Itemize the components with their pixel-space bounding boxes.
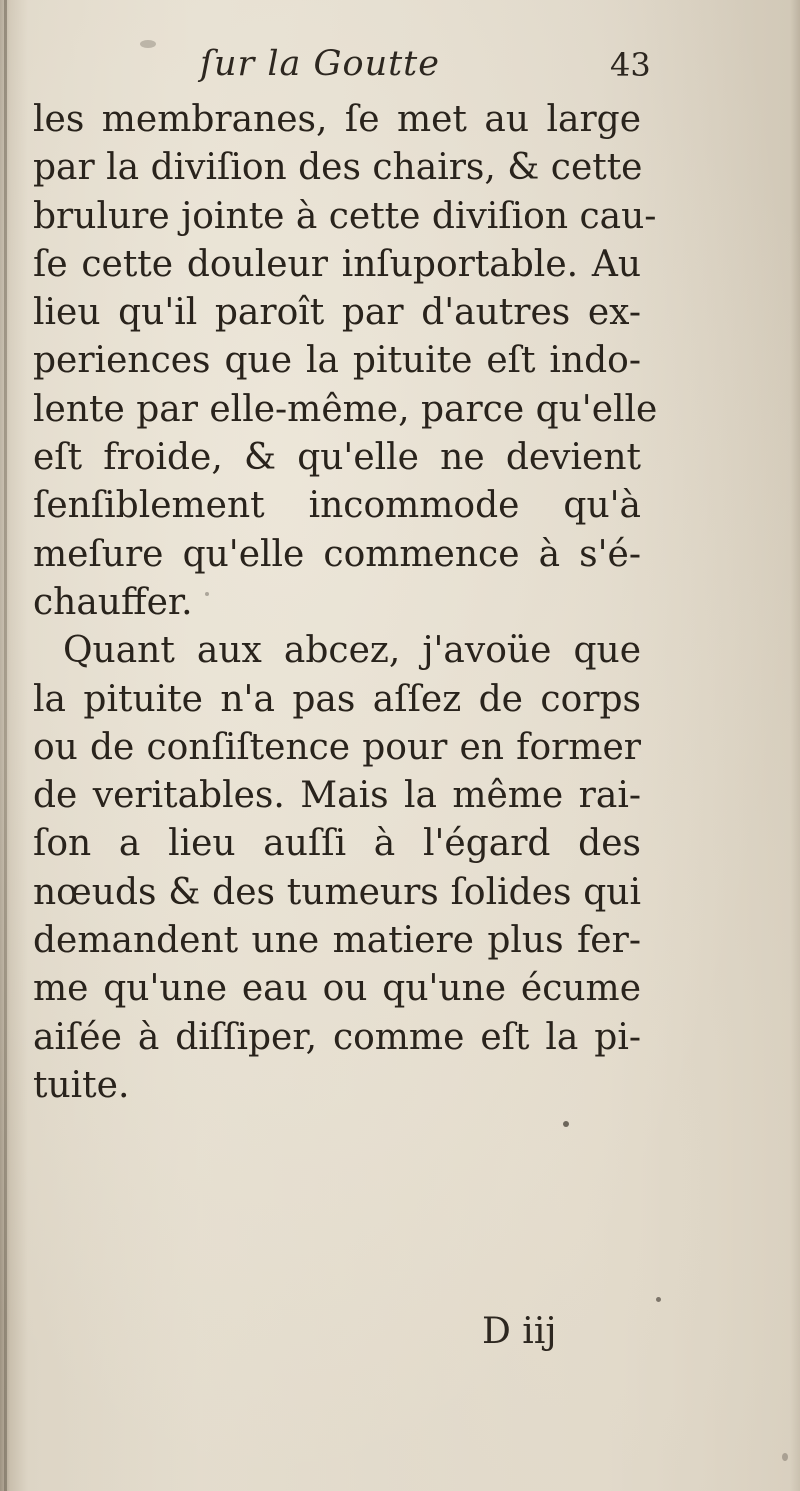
running-head: ſur la Goutte <box>200 44 440 84</box>
text-line: la pituite n'a pas aſſez de corps <box>33 678 641 720</box>
text-line: ſe cette douleur inſuportable. Au <box>33 243 641 285</box>
text-line: ſon a lieu auſſi à l'égard des <box>33 823 641 865</box>
body-text <box>33 96 658 1110</box>
text-line: nœuds & des tumeurs ſolides qui <box>33 871 641 913</box>
page-gutter-edge <box>4 0 7 1491</box>
paragraph-2 <box>33 627 641 1110</box>
text-line: chauffer. <box>33 581 193 623</box>
text-line: meſure qu'elle commence à s'é- <box>33 533 641 575</box>
text-line: eſt froide, & qu'elle ne devient <box>33 437 641 479</box>
signature-mark: D iij <box>482 1311 557 1352</box>
text-line: tuite. <box>33 1064 130 1106</box>
text-line: periences que la pituite eſt indo- <box>33 340 641 382</box>
text-line: Quant aux abcez, j'avoüe que <box>63 630 641 672</box>
paragraph-1 <box>33 96 658 627</box>
text-line: ou de conſiſtence pour en former <box>33 726 641 768</box>
page-header <box>32 44 658 94</box>
text-line: ſenſiblement incommode qu'à <box>33 485 641 527</box>
text-line: lente par elle-même, parce qu'elle <box>33 388 658 430</box>
text-line: aiſée à diſſiper, comme eſt la pi- <box>33 1016 641 1058</box>
text-line: me qu'une eau ou qu'une écume <box>33 968 641 1010</box>
text-line: lieu qu'il paroît par d'autres ex- <box>33 292 641 334</box>
text-line: par la diviſion des chairs, & cette <box>33 147 643 189</box>
ink-speck <box>205 592 209 596</box>
ink-speck <box>782 1453 788 1461</box>
text-line: demandent une matiere plus fer- <box>33 920 641 962</box>
text-line: de veritables. Mais la même rai- <box>33 775 641 817</box>
ink-speck <box>563 1121 569 1127</box>
text-line: les membranes, ſe met au large <box>33 99 641 140</box>
ink-speck <box>656 1297 661 1302</box>
text-line: brulure jointe à cette diviſion cau- <box>33 195 657 237</box>
page-number: 43 <box>610 46 651 84</box>
ink-speck <box>140 40 156 48</box>
